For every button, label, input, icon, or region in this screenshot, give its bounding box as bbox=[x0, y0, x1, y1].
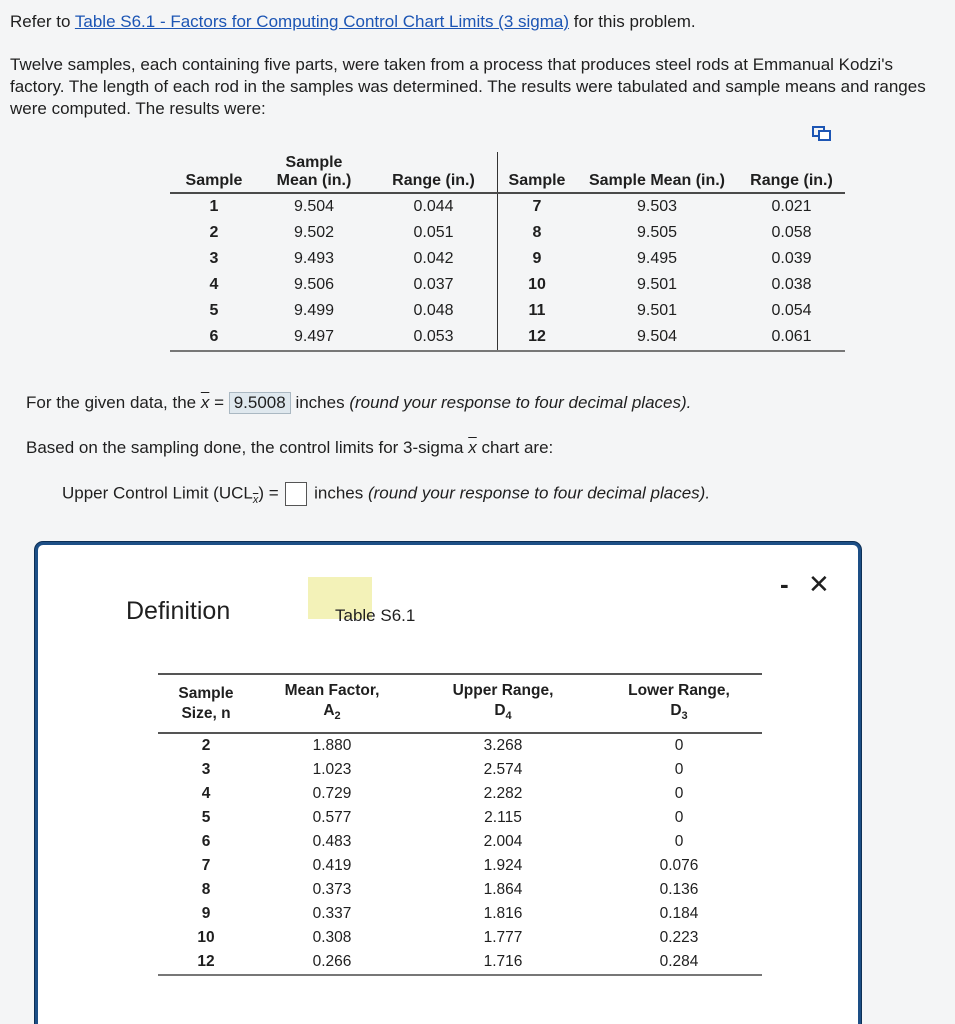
table-cell: 0.308 bbox=[312, 929, 352, 947]
table-cell: 0.038 bbox=[771, 276, 812, 293]
table-row bbox=[158, 902, 762, 926]
definition-dialog bbox=[35, 542, 861, 1024]
table-cell: 1.816 bbox=[483, 905, 523, 923]
table-cell: 0.042 bbox=[370, 246, 498, 272]
table-s6-1-link[interactable]: Table S6.1 - Factors for Computing Control Chart Limits (3 sigma) bbox=[74, 12, 570, 31]
table-cell: 3 bbox=[201, 761, 211, 779]
header-range-2: Range (in.) bbox=[750, 172, 833, 189]
table-cell: 9.499 bbox=[293, 302, 335, 319]
table-cell: 1.023 bbox=[312, 761, 352, 779]
table-cell: 9.495 bbox=[636, 250, 678, 267]
table-cell: 9.505 bbox=[636, 224, 678, 241]
table-cell: 0.184 bbox=[659, 905, 699, 923]
table-cell: 9.493 bbox=[293, 250, 335, 267]
table-row bbox=[158, 854, 762, 878]
table-cell: 0.054 bbox=[771, 302, 812, 319]
table-cell: 2.282 bbox=[483, 785, 523, 803]
table-cell: 9.504 bbox=[636, 328, 678, 345]
xbar-answer: 9.5008 bbox=[229, 392, 291, 414]
table-cell: 10 bbox=[528, 276, 546, 293]
table-row bbox=[170, 298, 845, 324]
dialog-subtitle: Table S6.1 bbox=[335, 606, 416, 625]
table-row bbox=[158, 782, 762, 806]
table-cell: 0.021 bbox=[771, 198, 812, 215]
table-row bbox=[170, 193, 845, 220]
table-cell: 9.501 bbox=[636, 276, 678, 293]
table-cell: 0.053 bbox=[370, 324, 498, 351]
header-upper-range: Upper Range, $D_4$ bbox=[452, 682, 554, 723]
table-cell: 0 bbox=[674, 737, 684, 755]
table-cell: 2 bbox=[201, 737, 211, 755]
table-cell: 4 bbox=[209, 276, 219, 293]
table-cell: 2.004 bbox=[483, 833, 523, 851]
table-cell: 0.061 bbox=[771, 328, 812, 345]
header-range-1: Range (in.) bbox=[370, 152, 498, 193]
table-cell: 0.223 bbox=[659, 929, 699, 947]
header-sample-size: Sample Size, n bbox=[178, 684, 234, 722]
x-bar-symbol: $\overline{x}$ bbox=[468, 438, 477, 457]
table-row bbox=[170, 272, 845, 298]
table-cell: 3.268 bbox=[483, 737, 523, 755]
sample-data-table bbox=[170, 152, 845, 352]
table-cell: 4 bbox=[201, 785, 211, 803]
refer-line: Refer to Table S6.1 - Factors for Computing Control Chart Limits (3 sigma) for this problem. bbox=[10, 12, 696, 31]
factors-table bbox=[158, 673, 762, 976]
limits-line: Based on the sampling done, the control limits for 3-sigma $\overline{x}$ chart are: bbox=[26, 438, 554, 457]
table-cell: 0.051 bbox=[370, 220, 498, 246]
header-mean-2: Sample Mean (in.) bbox=[588, 172, 726, 189]
table-cell: 1 bbox=[209, 198, 219, 215]
table-cell: 9 bbox=[532, 250, 542, 267]
header-sample-2: Sample bbox=[508, 172, 566, 189]
table-row bbox=[170, 324, 845, 351]
table-cell: 6 bbox=[201, 833, 211, 851]
close-button[interactable]: ✕ bbox=[808, 569, 830, 599]
table-cell: 0.048 bbox=[370, 298, 498, 324]
header-lower-range: Lower Range, $D_3$ bbox=[628, 682, 730, 723]
table-cell: 12 bbox=[197, 953, 215, 971]
table-cell: 2.574 bbox=[483, 761, 523, 779]
table-cell: 2.115 bbox=[484, 809, 522, 827]
header-mean-factor: Mean Factor, $A_2$ bbox=[284, 682, 380, 723]
table-cell: 7 bbox=[532, 198, 542, 215]
table-cell: 0 bbox=[674, 833, 684, 851]
table-row bbox=[158, 950, 762, 975]
table-cell: 10 bbox=[197, 929, 215, 947]
table-row bbox=[158, 926, 762, 950]
table-cell: 9.503 bbox=[636, 198, 678, 215]
table-cell: 2 bbox=[209, 224, 219, 241]
table-cell: 9.504 bbox=[293, 198, 335, 215]
table-cell: 9.497 bbox=[293, 328, 335, 345]
table-cell: 9.502 bbox=[293, 224, 335, 241]
table-cell: 3 bbox=[209, 250, 219, 267]
table-cell: 1.924 bbox=[483, 857, 523, 875]
table-cell: 0.729 bbox=[312, 785, 352, 803]
table-cell: 0.039 bbox=[771, 250, 812, 267]
table-cell: 6 bbox=[209, 328, 219, 345]
table-cell: 9.506 bbox=[293, 276, 335, 293]
table-cell: 7 bbox=[201, 857, 211, 875]
xbar-line: For the given data, the $\overline{x} = 9.5008$ inches (round your response to four decimal places). bbox=[26, 393, 692, 412]
table-cell: 9 bbox=[201, 905, 211, 923]
table-cell: 0.136 bbox=[659, 881, 699, 899]
table-cell: 0.483 bbox=[312, 833, 352, 851]
table-cell: 8 bbox=[201, 881, 211, 899]
table-cell: 0.058 bbox=[771, 224, 812, 241]
table-cell: 0 bbox=[674, 761, 684, 779]
table-cell: 0.044 bbox=[370, 193, 498, 220]
table-row bbox=[170, 246, 845, 272]
table-cell: 1.777 bbox=[483, 929, 523, 947]
table-row bbox=[158, 733, 762, 758]
table-cell: 12 bbox=[528, 328, 546, 345]
table-cell: 1.880 bbox=[312, 737, 352, 755]
table-cell: 11 bbox=[528, 302, 546, 319]
ucl-input[interactable] bbox=[285, 482, 307, 506]
table-cell: 0 bbox=[674, 809, 684, 827]
x-double-bar-symbol: $\overline{x}$ bbox=[200, 393, 210, 412]
dialog-title: Definition bbox=[126, 597, 231, 625]
problem-text: Twelve samples, each containing five parts, were taken from a process that produces steel rods at Emmanual Kodzi's factory. The length of each rod in the samples was determined. The results were tabulated and sample means and ranges were computed. The results were: bbox=[10, 55, 926, 118]
table-cell: 0.266 bbox=[312, 953, 352, 971]
table-row bbox=[158, 806, 762, 830]
ucl-line: Upper Control Limit $(UCL_{\overline{x}})$ = inches (round your response to four decimal places). bbox=[62, 483, 711, 506]
table-cell: 1.864 bbox=[483, 881, 523, 899]
table-row bbox=[158, 878, 762, 902]
table-cell: 0.076 bbox=[659, 857, 699, 875]
table-cell: 0.037 bbox=[370, 272, 498, 298]
table-cell: 9.501 bbox=[636, 302, 678, 319]
header-sample-1: Sample bbox=[185, 172, 243, 189]
table-cell: 0.419 bbox=[312, 857, 352, 875]
table-cell: 0 bbox=[674, 785, 684, 803]
table-cell: 5 bbox=[209, 302, 219, 319]
table-cell: 1.716 bbox=[483, 953, 523, 971]
table-cell: 0.337 bbox=[312, 905, 352, 923]
table-row bbox=[158, 758, 762, 782]
table-row bbox=[170, 220, 845, 246]
copy-icon[interactable] bbox=[812, 124, 832, 147]
table-cell: 0.373 bbox=[312, 881, 352, 899]
table-cell: 5 bbox=[201, 809, 211, 827]
header-mean-1: Sample Mean (in.) bbox=[276, 154, 352, 189]
table-row bbox=[158, 830, 762, 854]
table-cell: 8 bbox=[532, 224, 542, 241]
table-cell: 0.284 bbox=[659, 953, 699, 971]
minimize-button[interactable]: - bbox=[780, 569, 789, 599]
table-cell: 0.577 bbox=[312, 809, 352, 827]
